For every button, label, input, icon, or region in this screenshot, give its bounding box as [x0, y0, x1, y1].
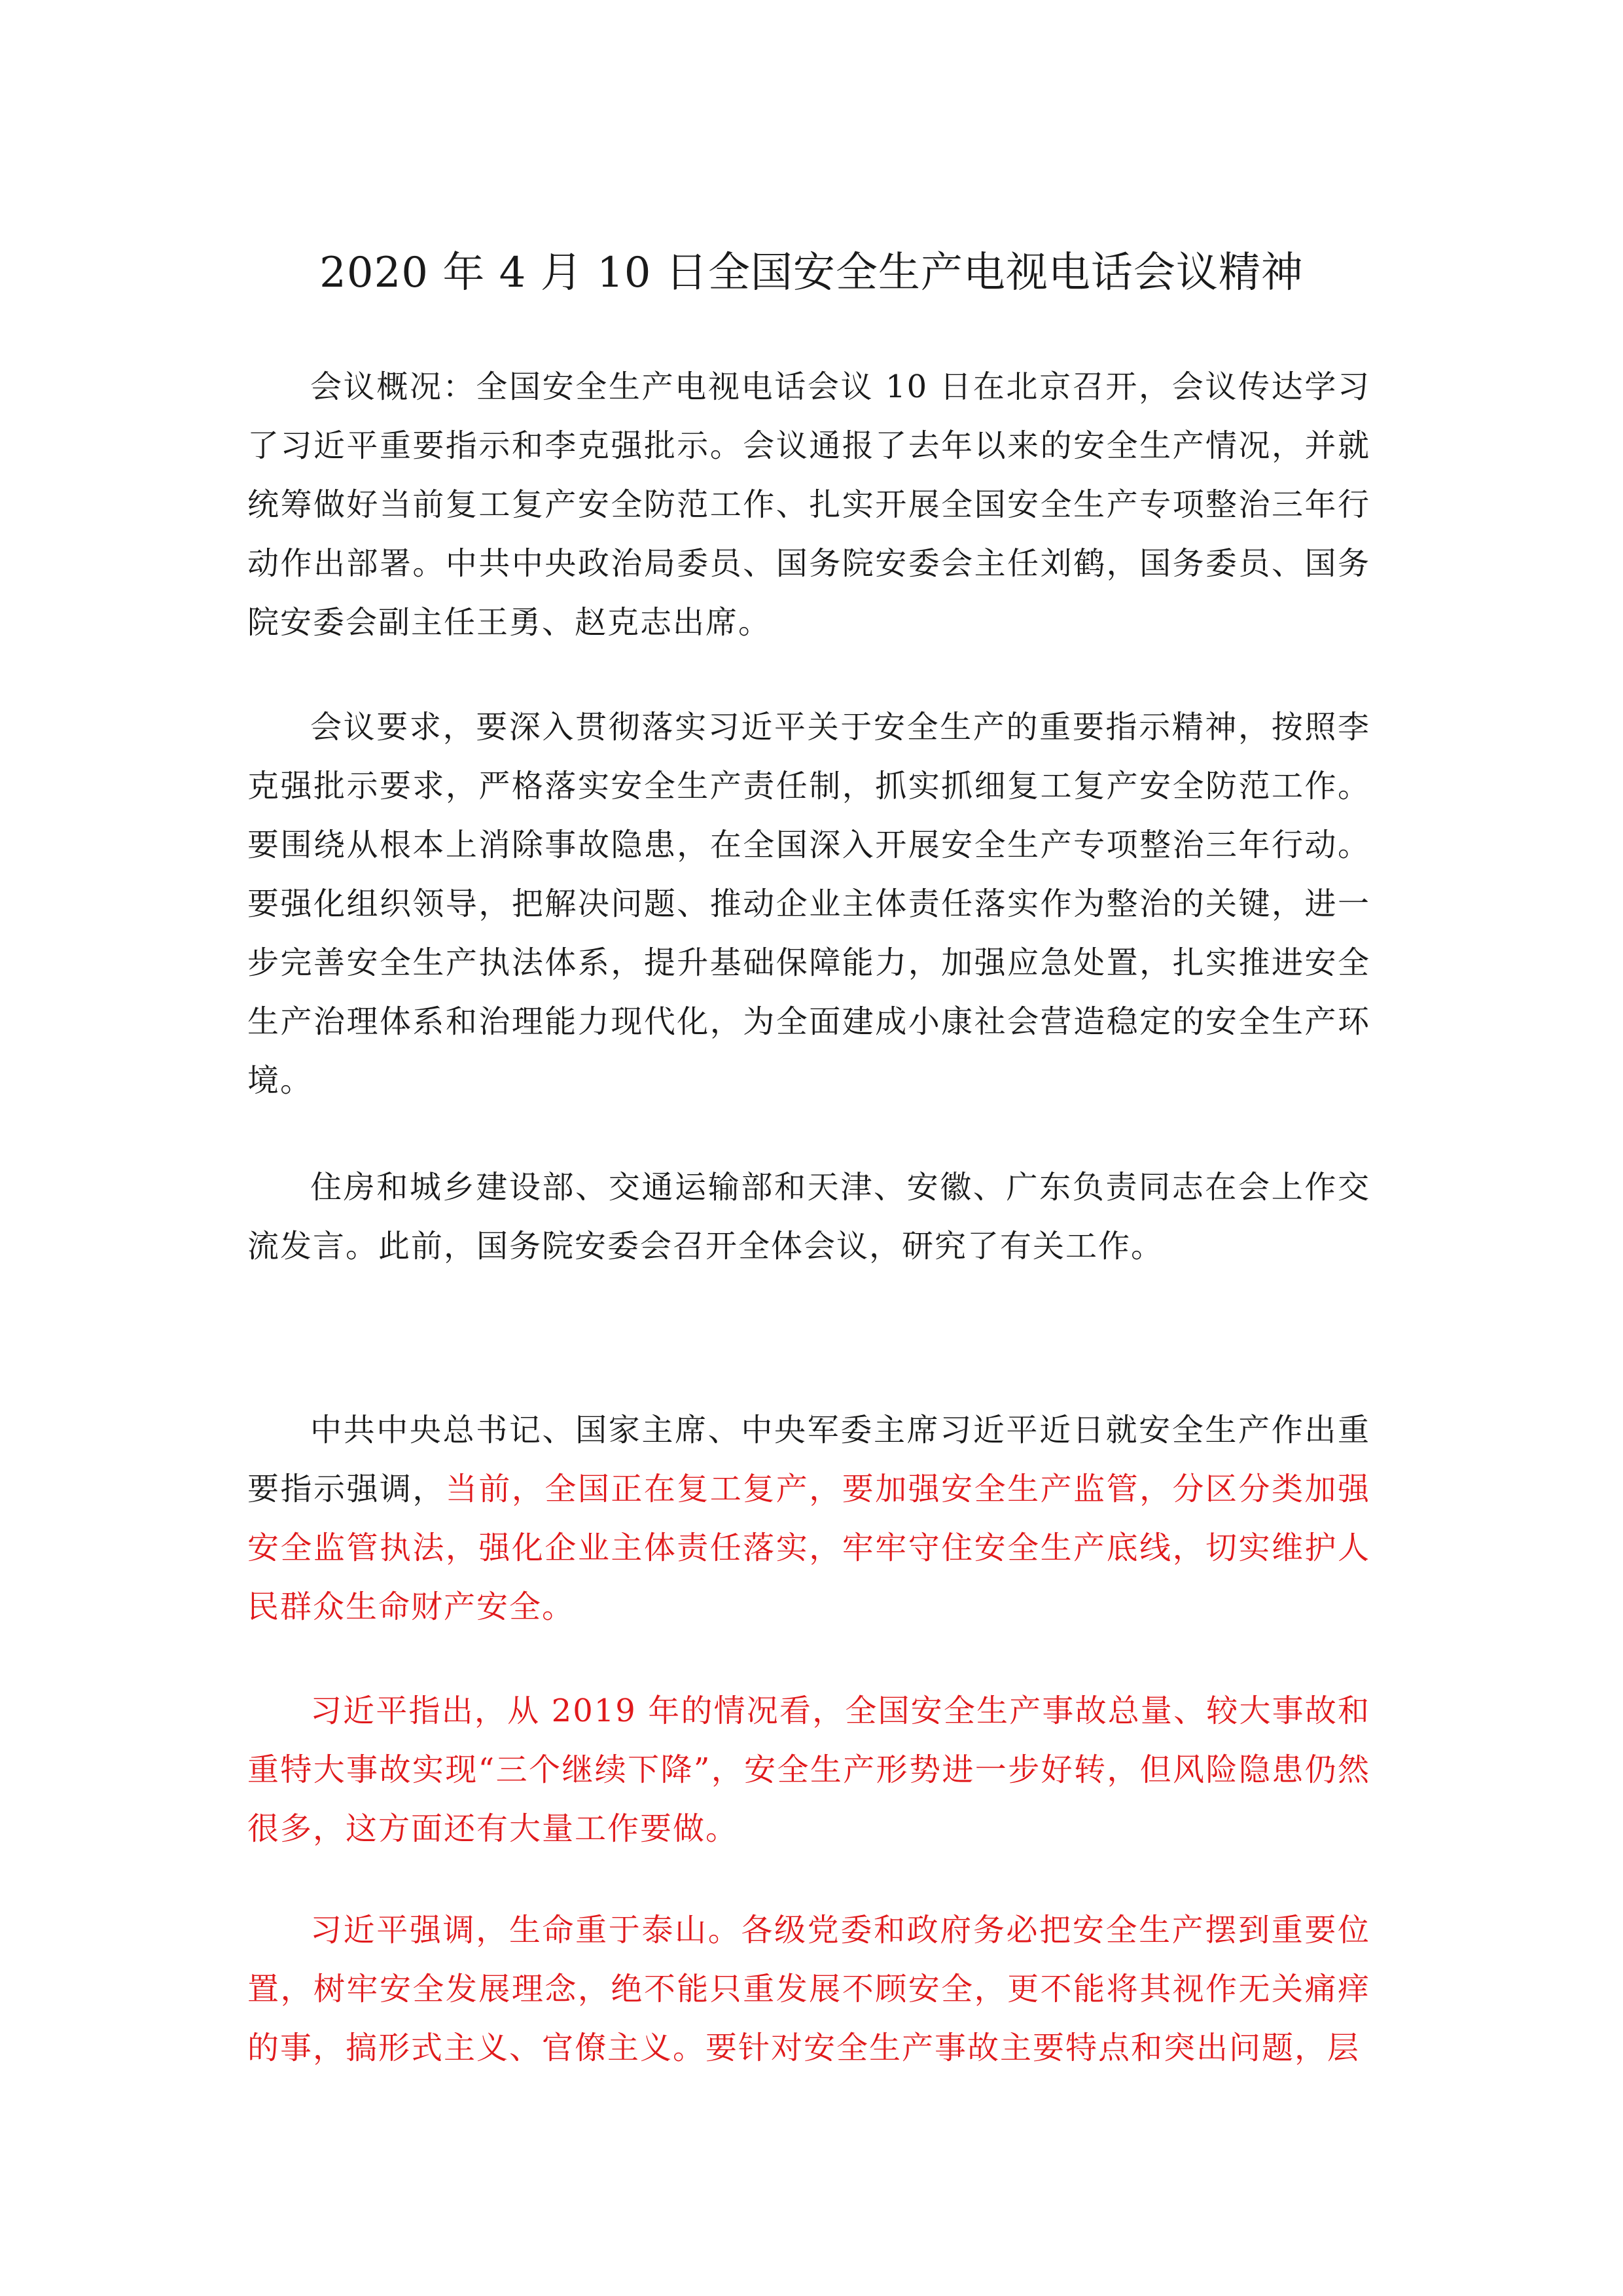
overview-lead-label: 会议概况：	[310, 368, 476, 405]
document-title: 2020 年 4 月 10 日全国安全生产电视电话会议精神	[319, 249, 1304, 297]
paragraph-exchange: 住房和城乡建设部、交通运输部和天津、安徽、广东负责同志在会上作交流发言。此前，国务院安委会召开全体会议，研究了有关工作。	[247, 1169, 1370, 1265]
overview-text: 全国安全生产电视电话会议 10 日在北京召开，会议传达学习了习近平重要指示和李克强批示。会议通报了去年以来的安全生产情况，并就统筹做好当前复工复产安全防范工作、扎实开展全国安全生产专项整治三年行动作出部署。中共中央政治局委员、国务院安委会主任刘鹤，国务委员、国务院安委会副主任王勇、赵克志出席。	[247, 368, 1370, 641]
paragraph-requirements: 会议要求，要深入贯彻落实习近平关于安全生产的重要指示精神，按照李克强批示要求，严格落实安全生产责任制，抓实抓细复工复产安全防范工作。要围绕从根本上消除事故隐患，在全国深入开展安全生产专项整治三年行动。要强化组织领导，把解决问题、推动企业主体责任落实作为整治的关键，进一步完善安全生产执法体系，提升基础保障能力，加强应急处置，扎实推进安全生产治理体系和治理能力现代化，为全面建成小康社会营造稳定的安全生产环境。	[247, 709, 1370, 1099]
paragraph-emphasis: 习近平强调，生命重于泰山。各级党委和政府务必把安全生产摆到重要位置，树牢安全发展理念，绝不能只重发展不顾安全，更不能将其视作无关痛痒的事，搞形式主义、官僚主义。要针对安全生产事故主要特点和突出问题，层	[247, 1912, 1370, 2066]
instruction-highlight-text: 当前，全国正在复工复产，要加强安全生产监管，分区分类加强安全监管执法，强化企业主体责任落实，牢牢守住安全生产底线，切实维护人民群众生命财产安全。	[247, 1471, 1370, 1625]
paragraph-situation: 习近平指出，从 2019 年的情况看，全国安全生产事故总量、较大事故和重特大事故实现“三个继续下降”，安全生产形势进一步好转，但风险隐患仍然很多，这方面还有大量工作要做。	[247, 1693, 1370, 1847]
paragraph-instruction	[247, 1401, 1370, 1636]
instruction-intro-text: 中共中央总书记、国家主席、中央军委主席习近平近日就安全生产作出重要指示强调，	[247, 1412, 1370, 1507]
paragraph-overview	[247, 357, 1370, 652]
